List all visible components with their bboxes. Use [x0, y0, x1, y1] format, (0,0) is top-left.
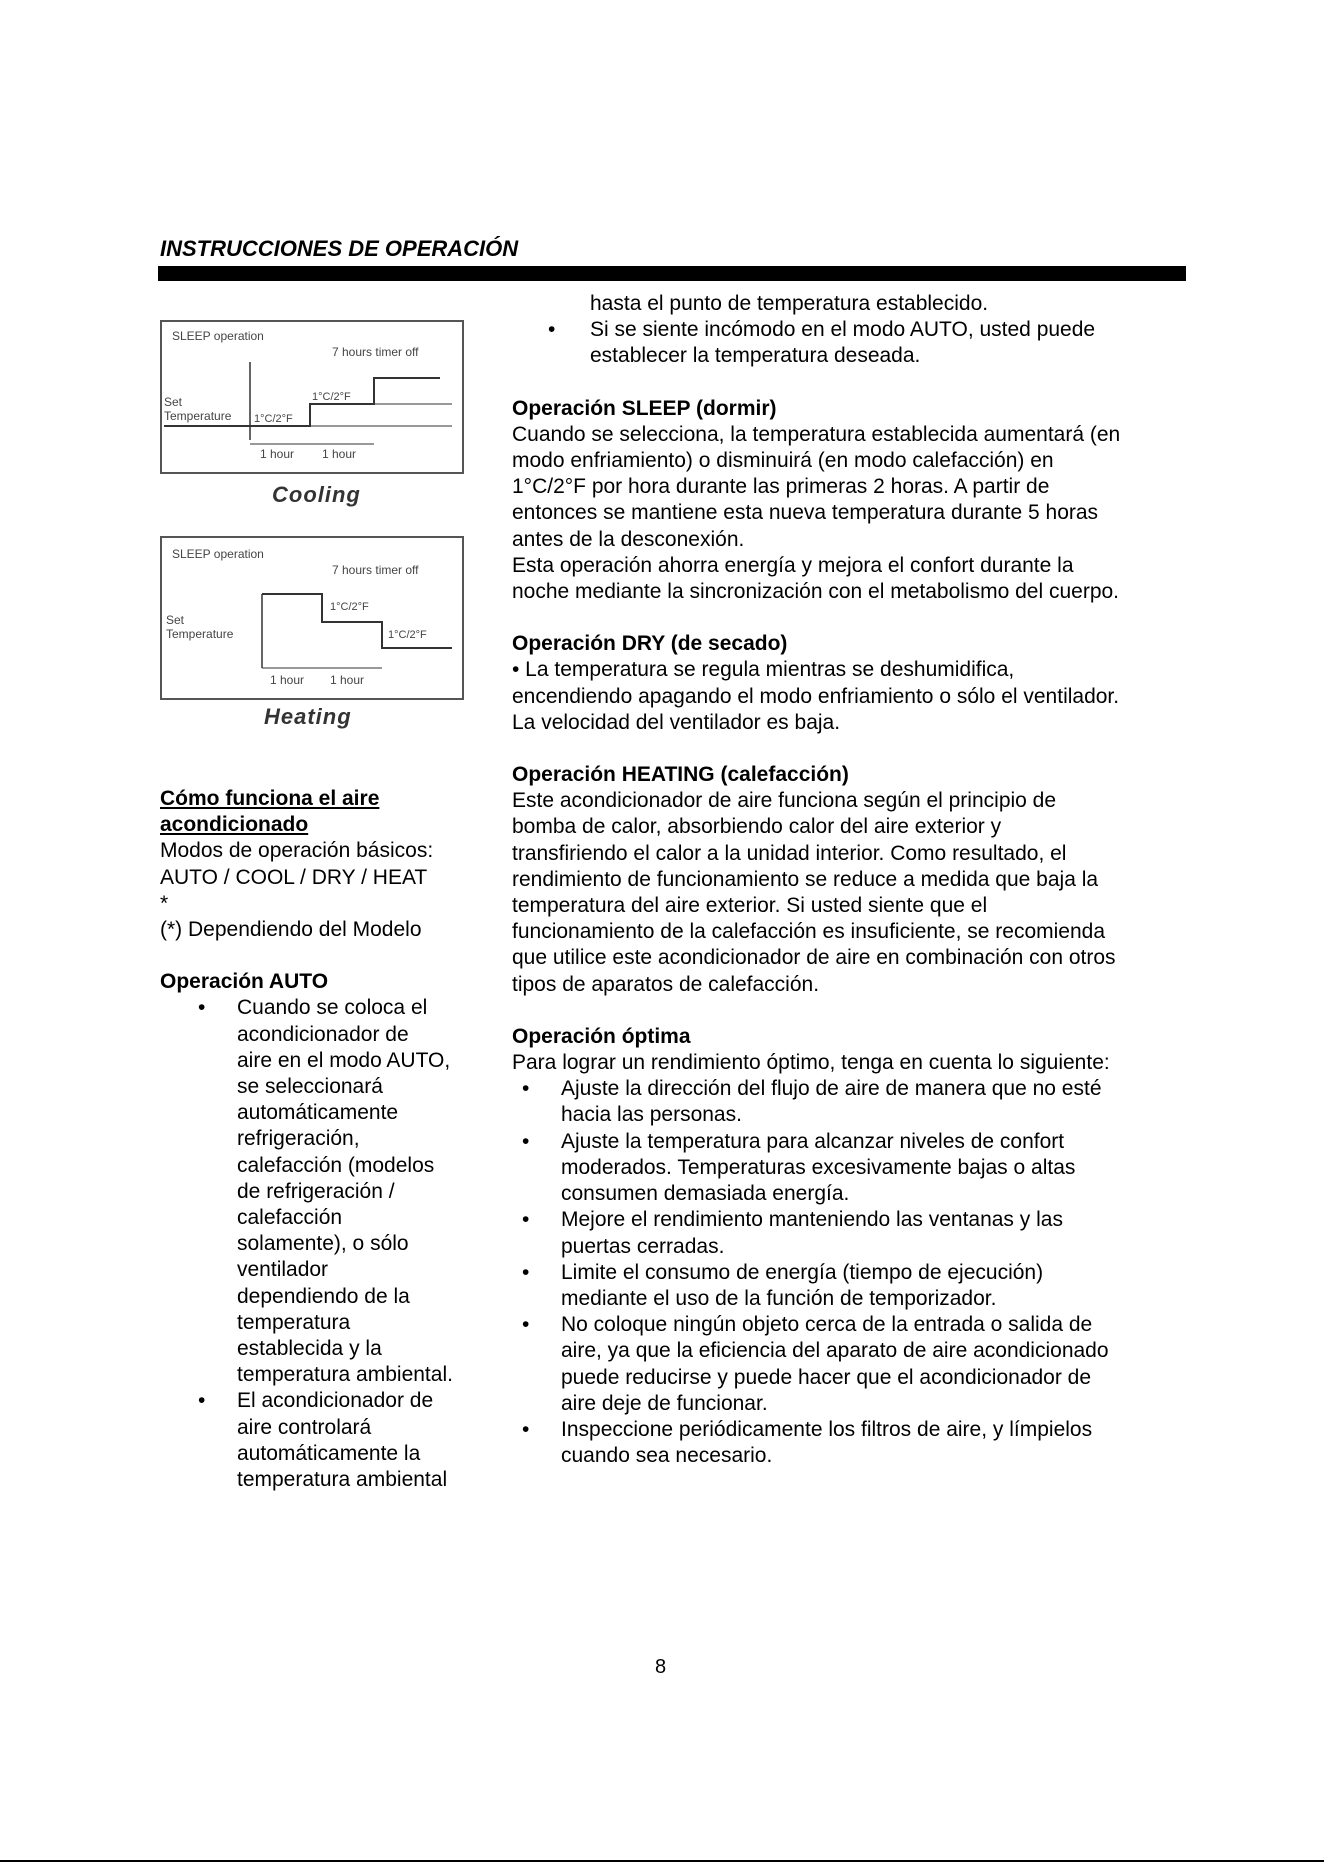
- heating-text: [512, 788, 1120, 998]
- set-label: Set: [166, 613, 185, 627]
- left-column: [160, 786, 453, 1493]
- bullet-glyph: •: [522, 1129, 530, 1153]
- optimal-bullet: [512, 1076, 1120, 1128]
- text-line: Mejore el rendimiento manteniendo las ventanas y las: [561, 1208, 1063, 1232]
- text-line: consumen demasiada energía.: [561, 1182, 850, 1206]
- text-line: entonces se mantiene esta nueva temperatura durante 5 horas: [512, 501, 1099, 525]
- timer-label: 7 hours timer off: [332, 345, 419, 359]
- text-line: ventilador: [237, 1258, 329, 1282]
- text-line: temperatura ambiental: [237, 1468, 448, 1492]
- text-line: temperatura del aire exterior. Si usted siente que el: [512, 894, 988, 918]
- asterisk: *: [160, 891, 169, 915]
- text-line: noche mediante la sincronización con el metabolismo del cuerpo.: [512, 580, 1120, 604]
- text-line: automáticamente: [237, 1101, 399, 1125]
- text-line: funcionamiento de la calefacción es insuficiente, se recomienda: [512, 920, 1106, 944]
- bullet-glyph: •: [522, 1077, 530, 1101]
- text-line: El acondicionador de: [237, 1389, 434, 1413]
- text-line: establecida y la: [237, 1337, 382, 1361]
- text-line: tipos de aparatos de calefacción.: [512, 972, 820, 996]
- diagram-heading: SLEEP operation: [172, 329, 264, 343]
- modes-list: AUTO / COOL / DRY / HEAT: [160, 865, 428, 889]
- text-line: Este acondicionador de aire funciona según el principio de: [512, 789, 1057, 813]
- text-line: Esta operación ahorra energía y mejora el confort durante la: [512, 553, 1074, 577]
- optimal-bullet: [512, 1129, 1120, 1208]
- right-column: [512, 291, 1120, 1469]
- text-line: antes de la desconexión.: [512, 527, 745, 551]
- auto-bullet-3-lines: [590, 317, 1120, 369]
- header-rule: [158, 266, 1186, 281]
- text-line: mediante el uso de la función de temporizador.: [561, 1286, 997, 1310]
- text-line: calefacción: [237, 1206, 343, 1230]
- optimal-bullet: [512, 1417, 1120, 1469]
- page-number: 8: [655, 1656, 667, 1678]
- text-line: cuando sea necesario.: [561, 1444, 773, 1468]
- text-line: refrigeración,: [237, 1127, 360, 1151]
- text-line: moderados. Temperaturas excesivamente bajas o altas: [561, 1155, 1076, 1179]
- hour-label-2: 1 hour: [330, 673, 365, 687]
- bullet-glyph: •: [198, 1389, 206, 1413]
- auto-heading: Operación AUTO: [160, 970, 329, 994]
- bullet-glyph: •: [522, 1260, 530, 1284]
- auto-bullet-2-lines: [237, 1388, 453, 1493]
- text-line: calefacción (modelos: [237, 1153, 435, 1177]
- text-line: rendimiento de funcionamiento se reduce a medida que baja la: [512, 867, 1099, 891]
- text-line: puede reducirse y puede hacer que el acondicionador de: [561, 1365, 1092, 1389]
- auto-bullet-3: [512, 317, 1120, 369]
- sleep-heading: Operación SLEEP (dormir): [512, 396, 777, 420]
- text-line: que utilice este acondicionador de aire en combinación con otros: [512, 946, 1116, 970]
- how-it-works-heading: Cómo funciona el aire: [160, 787, 380, 810]
- auto-continuation: hasta el punto de temperatura establecido.: [590, 292, 989, 315]
- dry-heading: Operación DRY (de secado): [512, 632, 788, 656]
- dry-text: [512, 657, 1120, 736]
- text-line: automáticamente la: [237, 1441, 421, 1465]
- optimal-list: [512, 1076, 1120, 1469]
- bottom-rule: [0, 1860, 1324, 1862]
- how-it-works-heading-cont: acondicionado: [160, 813, 309, 837]
- optimal-intro: Para lograr un rendimiento óptimo, tenga en cuenta lo siguiente:: [512, 1051, 1110, 1075]
- cooling-caption: Cooling: [272, 482, 361, 507]
- hour-label-1: 1 hour: [270, 673, 305, 687]
- heating-caption: Heating: [264, 704, 352, 729]
- bullet-glyph: •: [198, 996, 206, 1020]
- text-line: aire deje de funcionar.: [561, 1391, 768, 1415]
- text-line: bomba de calor, absorbiendo calor del aire exterior y: [512, 815, 1002, 839]
- hour-label-2: 1 hour: [322, 447, 357, 461]
- heating-heading: Operación HEATING (calefacción): [512, 763, 849, 787]
- text-line: solamente), o sólo: [237, 1232, 409, 1256]
- text-line: Cuando se selecciona, la temperatura establecida aumentará (en: [512, 422, 1121, 446]
- text-line: 1°C/2°F por hora durante las primeras 2 horas. A partir de: [512, 475, 1050, 499]
- text-line: Ajuste la temperatura para alcanzar niveles de confort: [561, 1129, 1065, 1153]
- sleep-cooling-diagram: [160, 320, 464, 474]
- auto-bullet-2: [160, 1388, 453, 1493]
- text-line: de refrigeración /: [237, 1179, 395, 1203]
- page-header-title: INSTRUCCIONES DE OPERACIÓN: [160, 236, 519, 261]
- text-line: La velocidad del ventilador es baja.: [512, 710, 841, 734]
- text-line: encendiendo apagando el modo enfriamiento o sólo el ventilador.: [512, 684, 1120, 708]
- text-line: aire, ya que la eficiencia del aparato de aire acondicionado: [561, 1339, 1109, 1363]
- model-note: (*) Dependiendo del Modelo: [160, 918, 422, 942]
- text-line: aire controlará: [237, 1415, 372, 1439]
- step-label-lower: 1°C/2°F: [388, 629, 427, 641]
- temperature-label: Temperature: [164, 409, 232, 423]
- bullet-glyph: •: [522, 1208, 530, 1232]
- step-label-upper: 1°C/2°F: [312, 391, 351, 403]
- bullet-glyph: •: [522, 1313, 530, 1337]
- auto-bullet-1: [160, 995, 453, 1388]
- text-line: Ajuste la dirección del flujo de aire de manera que no esté: [561, 1077, 1102, 1101]
- sleep-heating-graph: [162, 538, 462, 698]
- sleep-heating-diagram: [160, 536, 464, 700]
- text-line: temperatura ambiental.: [237, 1363, 453, 1387]
- text-line: temperatura: [237, 1310, 351, 1334]
- diagram-heading: SLEEP operation: [172, 547, 264, 561]
- optimal-heading: Operación óptima: [512, 1024, 691, 1048]
- text-line: • La temperatura se regula mientras se deshumidifica,: [512, 658, 1015, 682]
- step-label-upper: 1°C/2°F: [330, 601, 369, 613]
- hour-label-1: 1 hour: [260, 447, 295, 461]
- text-line: establecer la temperatura deseada.: [590, 344, 921, 368]
- text-line: dependiendo de la: [237, 1284, 410, 1308]
- sleep-text: [512, 422, 1120, 605]
- timer-label: 7 hours timer off: [332, 563, 419, 577]
- text-line: acondicionador de: [237, 1022, 409, 1046]
- text-line: Limite el consumo de energía (tiempo de ejecución): [561, 1260, 1044, 1284]
- text-line: Cuando se coloca el: [237, 996, 428, 1020]
- optimal-bullet: [512, 1312, 1120, 1417]
- sleep-cooling-graph: [162, 322, 462, 472]
- step-label-lower: 1°C/2°F: [254, 413, 293, 425]
- text-line: se seleccionará: [237, 1075, 383, 1099]
- text-line: transfiriendo el calor a la unidad interior. Como resultado, el: [512, 841, 1067, 865]
- text-line: hacia las personas.: [561, 1103, 742, 1127]
- temperature-label: Temperature: [166, 627, 234, 641]
- text-line: aire en el modo AUTO,: [237, 1048, 451, 1072]
- optimal-bullet: [512, 1260, 1120, 1312]
- modes-line: Modos de operación básicos:: [160, 839, 434, 863]
- set-label: Set: [164, 395, 183, 409]
- text-line: No coloque ningún objeto cerca de la entrada o salida de: [561, 1313, 1093, 1337]
- optimal-bullet: [512, 1207, 1120, 1259]
- text-line: Si se siente incómodo en el modo AUTO, usted puede: [590, 318, 1096, 342]
- text-line: puertas cerradas.: [561, 1234, 725, 1258]
- bullet-glyph: •: [522, 1417, 530, 1441]
- bullet-glyph: •: [548, 318, 556, 342]
- text-line: modo enfriamiento) o disminuirá (en modo calefacción) en: [512, 449, 1054, 473]
- text-line: Inspeccione periódicamente los filtros de aire, y límpielos: [561, 1417, 1093, 1441]
- auto-bullet-1-lines: [237, 995, 453, 1388]
